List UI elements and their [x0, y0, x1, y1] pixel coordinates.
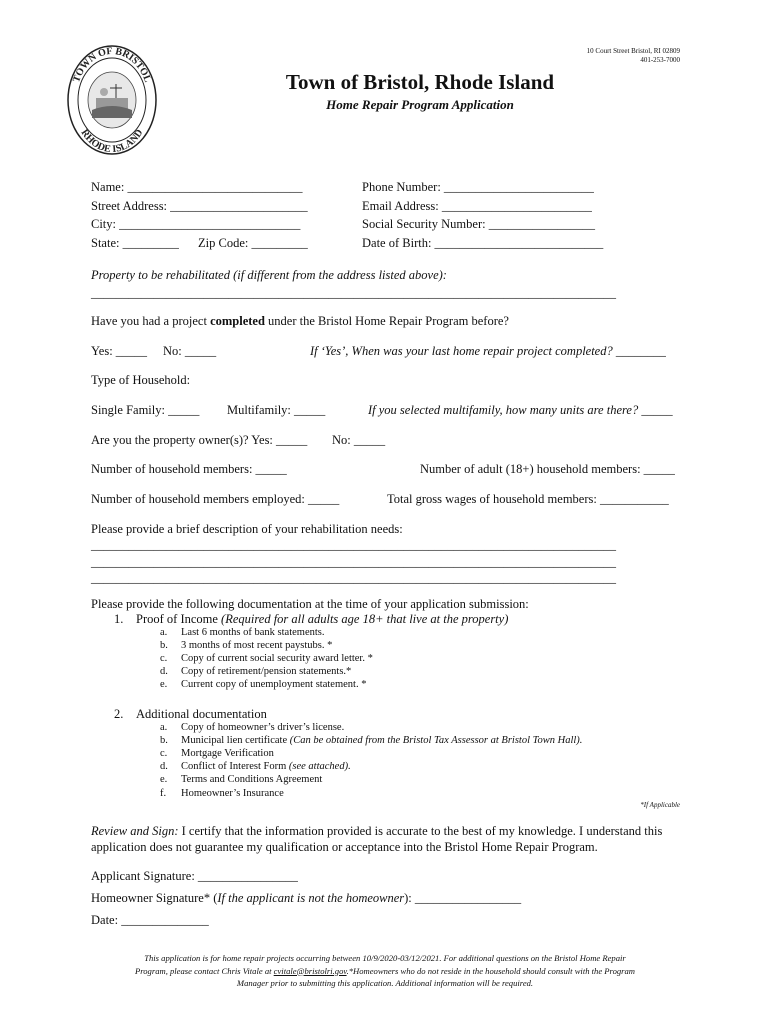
page-title: Town of Bristol, Rhode Island	[285, 70, 555, 94]
if-applicable-note: *If Applicable	[640, 801, 680, 809]
list-item: Copy of homeowner’s driver’s license.	[181, 722, 345, 733]
list-item: 3 months of most recent paystubs. *	[181, 640, 333, 651]
city-field[interactable]: City: _____________________________	[91, 217, 301, 231]
last-project-date-field[interactable]: If ‘Yes’, When was your last home repair project completed? ________	[310, 344, 666, 358]
household-members-field[interactable]: Number of household members: _____	[91, 462, 287, 476]
single-family-field[interactable]: Single Family: _____	[91, 403, 200, 417]
footer-line: Manager prior to submitting this application. Additional information will be required.	[236, 978, 534, 988]
list-item: Copy of current social security award letter. *	[181, 653, 373, 664]
adult-members-field[interactable]: Number of adult (18+) household members: _____	[420, 462, 675, 476]
street-address-field[interactable]: Street Address: ______________________	[91, 199, 308, 213]
page-subtitle: Home Repair Program Application	[326, 97, 514, 112]
list-item-letter: b.	[160, 640, 168, 651]
documentation-intro: Please provide the following documentation at the time of your application submission:	[91, 597, 529, 611]
list-item: Conflict of Interest Form (see attached).	[181, 761, 351, 772]
address-line: 10 Court Street Bristol, RI 02809	[586, 47, 680, 55]
section-title-income: Proof of Income (Required for all adults age 18+ that live at the property)	[136, 612, 509, 626]
list-item: Current copy of unemployment statement. *	[181, 679, 367, 690]
date-field[interactable]: Date: ______________	[91, 913, 209, 927]
list-item-letter: b.	[160, 735, 168, 746]
zip-field[interactable]: Zip Code: _________	[198, 236, 308, 250]
list-item: Municipal lien certificate (Can be obtained from the Bristol Tax Assessor at Bristol Town Hall).	[181, 735, 583, 746]
list-item: Copy of retirement/pension statements.*	[181, 666, 352, 677]
list-item-letter: f.	[160, 788, 167, 799]
previous-project-question: Have you had a project completed under the Bristol Home Repair Program before?	[91, 314, 509, 328]
owner-yes-field[interactable]: Are you the property owner(s)? Yes: _____	[91, 433, 308, 447]
svg-text:RHODE ISLAND: RHODE ISLAND	[78, 127, 146, 156]
list-item-letter: d.	[160, 666, 168, 677]
section-number: 1.	[114, 612, 124, 626]
state-field[interactable]: State: _________	[91, 236, 179, 250]
list-item-letter: c.	[160, 653, 168, 664]
rehab-description-label: Please provide a brief description of your rehabilitation needs:	[91, 522, 403, 536]
list-item: Terms and Conditions Agreement	[181, 774, 323, 785]
ssn-field[interactable]: Social Security Number: _________________	[362, 217, 595, 231]
list-item-letter: c.	[160, 748, 168, 759]
svg-text:TOWN OF BRISTOL: TOWN OF BRISTOL	[71, 45, 153, 84]
footer-note	[60, 952, 710, 990]
list-item-letter: a.	[160, 627, 168, 638]
date-of-birth-field[interactable]: Date of Birth: ___________________________	[362, 236, 604, 250]
homeowner-signature-field[interactable]: Homeowner Signature* (If the applicant is not the homeowner): _________________	[91, 891, 522, 905]
footer-line: Program, please contact Chris Vitale at cvitale@bristolri.gov.*Homeowners who do not reside in the household should consult with the Program	[134, 965, 636, 976]
list-item: Last 6 months of bank statements.	[181, 627, 325, 638]
footer-line: This application is for home repair projects occurring between 10/9/2020-03/12/2021. For additional questions on the Bristol Home Repair	[144, 953, 626, 963]
property-label: Property to be rehabilitated (if different from the address listed above):	[91, 268, 447, 282]
employed-members-field[interactable]: Number of household members employed: _____	[91, 492, 340, 506]
list-item-letter: d.	[160, 761, 168, 772]
rehab-description-line[interactable]: ____________________________________________________________________________________	[91, 555, 616, 569]
phone-number-field[interactable]: Phone Number: ________________________	[362, 180, 594, 194]
contact-email-link[interactable]: cvitale@bristolri.gov	[273, 965, 347, 976]
rehab-description-line[interactable]: ____________________________________________________________________________________	[91, 571, 616, 585]
email-address-field[interactable]: Email Address: ________________________	[362, 199, 592, 213]
rehab-description-line[interactable]: ____________________________________________________________________________________	[91, 538, 616, 552]
owner-no-field[interactable]: No: _____	[332, 433, 386, 447]
section-number: 2.	[114, 707, 124, 721]
section-title-additional: Additional documentation	[136, 707, 267, 721]
name-field[interactable]: Name: ____________________________	[91, 180, 303, 194]
list-item: Mortgage Verification	[181, 748, 274, 759]
units-count-field[interactable]: If you selected multifamily, how many units are there? _____	[368, 403, 673, 417]
list-item-letter: e.	[160, 774, 168, 785]
previous-no-field[interactable]: No: _____	[163, 344, 217, 358]
certification-text: Review and Sign: I certify that the information provided is accurate to the best of my knowledge. I understand this	[91, 824, 663, 838]
town-phone: 401-253-7000	[640, 56, 680, 64]
certification-text-cont: application does not guarantee my qualification or acceptance into the Bristol Home Repair Program.	[91, 840, 598, 854]
gross-wages-field[interactable]: Total gross wages of household members: ___________	[387, 492, 669, 506]
applicant-signature-field[interactable]: Applicant Signature: ________________	[91, 869, 298, 883]
multifamily-field[interactable]: Multifamily: _____	[227, 403, 326, 417]
list-item-letter: a.	[160, 722, 168, 733]
property-address-line[interactable]: ____________________________________________________________________________________	[91, 286, 616, 300]
list-item-letter: e.	[160, 679, 168, 690]
household-type-label: Type of Household:	[91, 373, 191, 387]
list-item: Homeowner’s Insurance	[181, 788, 284, 799]
previous-yes-field[interactable]: Yes: _____	[91, 344, 148, 358]
